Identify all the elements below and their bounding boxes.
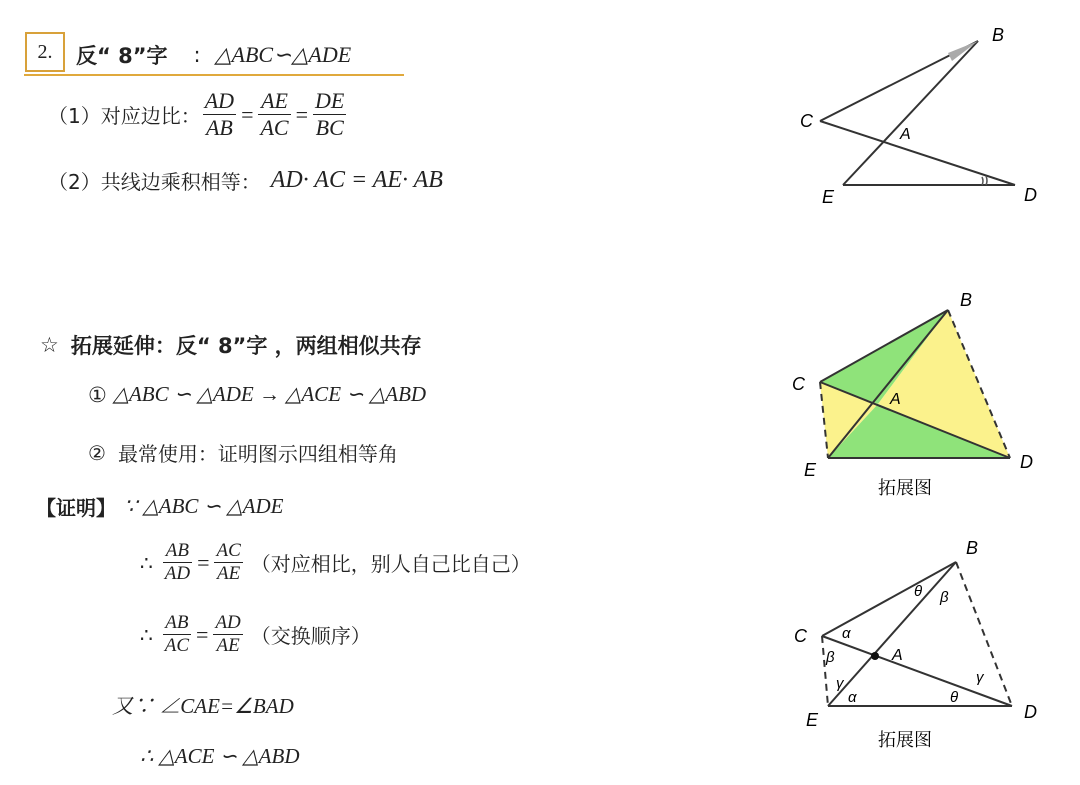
label-e: E (804, 460, 817, 480)
item2-label: （2）共线边乘积相等： (48, 170, 261, 194)
angle-gamma-e: γ (836, 675, 844, 692)
section-colon: : (193, 43, 201, 67)
proof-step3-fraction-2 (213, 612, 242, 657)
proof-step2-fraction-2 (214, 540, 242, 585)
equals-sign: = (241, 101, 254, 127)
proof-label: 【证明】 (36, 496, 116, 520)
point2-text: 最常使用：证明图示四组相等角 (117, 442, 398, 466)
segment-cd (820, 121, 1015, 185)
section-underline (24, 74, 404, 76)
proof-step3-note: （交换顺序） (250, 624, 371, 648)
proof-step5-row (140, 744, 300, 769)
label-c: C (800, 111, 813, 131)
proof-step5: ∴ △ACE ∽ △ABD (140, 744, 300, 768)
proof-step4-row (112, 690, 294, 720)
segment-eb (843, 41, 978, 185)
item1-fraction-2 (258, 88, 290, 141)
proof-step2-note: （对应相比，别人自己比自己） (250, 552, 531, 576)
equals-sign: = (295, 101, 309, 127)
angle-beta-b: β (940, 589, 949, 606)
figure-extension-angles (770, 530, 1070, 760)
extension-point1 (88, 382, 426, 407)
equals-sign: = (196, 621, 209, 647)
angle-theta-d: θ (950, 689, 959, 706)
item1-fraction-3 (313, 88, 346, 141)
figure-caption: 拓展图 (878, 478, 932, 499)
fraction-numerator: AD (204, 88, 235, 113)
fraction-denominator: AD (164, 563, 191, 584)
angle-marker-d2 (986, 176, 987, 185)
label-a: A (892, 647, 903, 664)
fraction-denominator: AE (217, 563, 241, 584)
extension-title-row (40, 330, 422, 360)
figure-extension-colored (770, 280, 1070, 510)
fraction-numerator: AB (165, 612, 189, 633)
proof-step3-row (140, 612, 371, 657)
fraction-denominator: AB (205, 115, 233, 140)
proof-step1-row (36, 492, 284, 521)
label-e: E (806, 710, 819, 730)
section-title (76, 40, 351, 70)
label-a: A (900, 126, 911, 143)
therefore-symbol: ∴ (140, 622, 153, 647)
extension-title: 拓展延伸：反“ 8”字 ，两组相似共存 (70, 334, 422, 358)
angle-alpha-e: α (848, 689, 857, 706)
fraction-denominator: AE (216, 635, 240, 656)
point1-number: ① (88, 382, 107, 407)
fraction-denominator: AC (260, 115, 289, 140)
point1-text: △ABC ∽ △ADE → △ACE ∽ △ABD (112, 382, 427, 406)
item2-row (48, 166, 443, 195)
fraction-numerator: AB (165, 540, 189, 561)
fraction-denominator: AC (164, 635, 190, 656)
section-title-math: △ABC∽△ADE (214, 42, 352, 67)
item2-formula: AD· AC = AE· AB (270, 167, 443, 193)
item1-label: （1）对应边比： (48, 104, 201, 128)
extension-point2 (88, 438, 398, 467)
fraction-denominator: BC (315, 115, 344, 140)
section-number: 2. (37, 40, 53, 63)
label-d: D (1024, 702, 1037, 722)
figure-caption: 拓展图 (878, 730, 932, 751)
proof-step2-row (140, 540, 531, 585)
angle-gamma-d: γ (976, 669, 984, 686)
section-title-cn: 反“ 8”字 (76, 44, 168, 68)
therefore-symbol: ∴ (140, 550, 153, 575)
proof-step4: 又∵ ∠CAE=∠BAD (112, 694, 294, 718)
fraction-numerator: AC (216, 540, 241, 561)
equals-sign: = (197, 549, 210, 575)
item1-row (48, 88, 348, 141)
star-icon: ☆ (40, 333, 59, 357)
angle-theta-b: θ (914, 583, 923, 600)
section-number-box (25, 32, 65, 72)
figure-reverse-eight (770, 15, 1070, 215)
item1-fraction-1 (203, 88, 236, 141)
label-d: D (1024, 185, 1037, 205)
intersection-point-a (871, 652, 879, 660)
label-b: B (966, 538, 979, 558)
angle-marker-d (982, 177, 983, 185)
label-b: B (992, 25, 1005, 45)
fraction-numerator: AD (215, 612, 241, 633)
proof-step3-fraction-1 (163, 612, 191, 657)
label-d: D (1020, 452, 1033, 472)
point2-number: ② (88, 440, 106, 465)
label-b: B (960, 290, 973, 310)
label-c: C (794, 626, 807, 646)
angle-alpha-c: α (842, 625, 851, 642)
proof-step1: ∵ △ABC ∽ △ADE (124, 494, 284, 518)
label-e: E (822, 187, 835, 207)
label-c: C (792, 374, 805, 394)
proof-step2-fraction-1 (163, 540, 192, 585)
fraction-numerator: DE (315, 88, 345, 113)
angle-beta-c: β (826, 649, 835, 666)
label-a: A (890, 391, 901, 408)
fraction-numerator: AE (261, 88, 288, 113)
